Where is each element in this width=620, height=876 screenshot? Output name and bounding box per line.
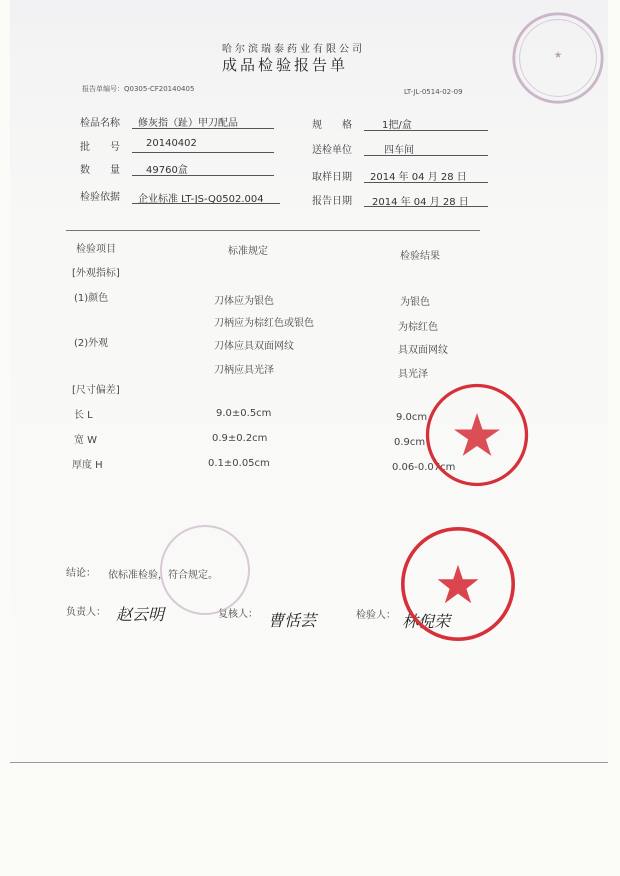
batch-underline (132, 152, 274, 153)
look-standard-2: 刀柄应具光泽 (214, 365, 274, 376)
batch-value: 20140402 (146, 138, 197, 149)
sample-date-underline (364, 182, 488, 183)
document-number: LT-JL-0514-02-09 (404, 88, 463, 96)
product-underline (132, 128, 274, 129)
width-result: 0.9cm (394, 437, 426, 448)
report-title: 成品检验报告单 (222, 56, 349, 74)
basis-value: 企业标准 LT-JS-Q0502.004 (138, 194, 264, 205)
table-top-rule (66, 230, 480, 231)
look-standard-1: 刀体应具双面网纹 (214, 341, 294, 352)
basis-underline (132, 203, 280, 204)
spec-value: 1把/盒 (382, 120, 412, 131)
dept-label: 送检单位 (312, 145, 352, 156)
product-value: 修灰指（趾）甲刀配品 (138, 118, 238, 129)
length-result: 9.0cm (396, 412, 428, 423)
review-signature: 曹恬芸 (268, 611, 317, 630)
inspect-label: 检验人： (356, 610, 396, 621)
length-standard: 9.0±0.5cm (216, 408, 272, 419)
batch-label: 批 号 (80, 142, 120, 153)
color-item: (1)颜色 (74, 293, 109, 304)
width-item: 宽 W (74, 435, 98, 446)
qty-underline (132, 175, 274, 176)
section-appearance: [外观指标] (72, 268, 120, 279)
qty-label: 数 量 (80, 165, 120, 176)
conclusion-label: 结论： (66, 568, 96, 579)
report-date-label: 报告日期 (312, 196, 352, 207)
spec-label: 规 格 (312, 120, 352, 131)
conclusion-text: 依标准检验，符合规定。 (108, 570, 218, 581)
report-date-underline (364, 206, 488, 207)
look-result-2: 具光泽 (398, 369, 428, 380)
col-header-standard: 标准规定 (228, 246, 268, 257)
thickness-standard: 0.1±0.05cm (208, 458, 270, 469)
dept-value: 四车间 (384, 145, 414, 156)
report-number: 报告单编号：Q0305-CF20140405 (82, 85, 195, 93)
length-item: 长 L (74, 410, 93, 421)
color-standard-1: 刀体应为银色 (214, 296, 274, 307)
color-standard-2: 刀柄应为棕红色或银色 (214, 318, 314, 329)
inspect-signature: 林倪荣 (402, 612, 451, 631)
dept-underline (364, 155, 488, 156)
product-label: 检品名称 (80, 118, 120, 129)
color-result-1: 为银色 (400, 297, 430, 308)
col-header-result: 检验结果 (400, 251, 440, 262)
sample-date-label: 取样日期 (312, 172, 352, 183)
look-result-1: 具双面网纹 (398, 345, 448, 356)
red-inspection-stamp-bottom (398, 524, 518, 644)
thickness-item: 厚度 H (72, 460, 103, 471)
faded-stamp-bottom-left (150, 520, 260, 620)
charge-label: 负责人： (66, 607, 106, 618)
charge-signature: 赵云明 (116, 605, 165, 624)
company-name: 哈尔滨瑞泰药业有限公司 (222, 44, 365, 55)
red-quality-stamp-middle (422, 380, 532, 490)
thickness-result: 0.06-0.07cm (392, 462, 456, 473)
width-standard: 0.9±0.2cm (212, 433, 268, 444)
sample-date-value: 2014 年 04 月 28 日 (370, 172, 467, 183)
report-date-value: 2014 年 04 月 28 日 (372, 197, 469, 208)
basis-label: 检验依据 (80, 192, 120, 203)
color-result-2: 为棕红色 (398, 322, 438, 333)
col-header-item: 检验项目 (76, 244, 116, 255)
review-label: 复核人： (218, 609, 258, 620)
section-dimension: [尺寸偏差] (72, 385, 120, 396)
look-item: (2)外观 (74, 338, 109, 349)
faded-company-stamp (510, 10, 606, 106)
spec-underline (364, 130, 488, 131)
qty-value: 49760盒 (146, 165, 188, 176)
svg-text:★: ★ (553, 50, 563, 62)
